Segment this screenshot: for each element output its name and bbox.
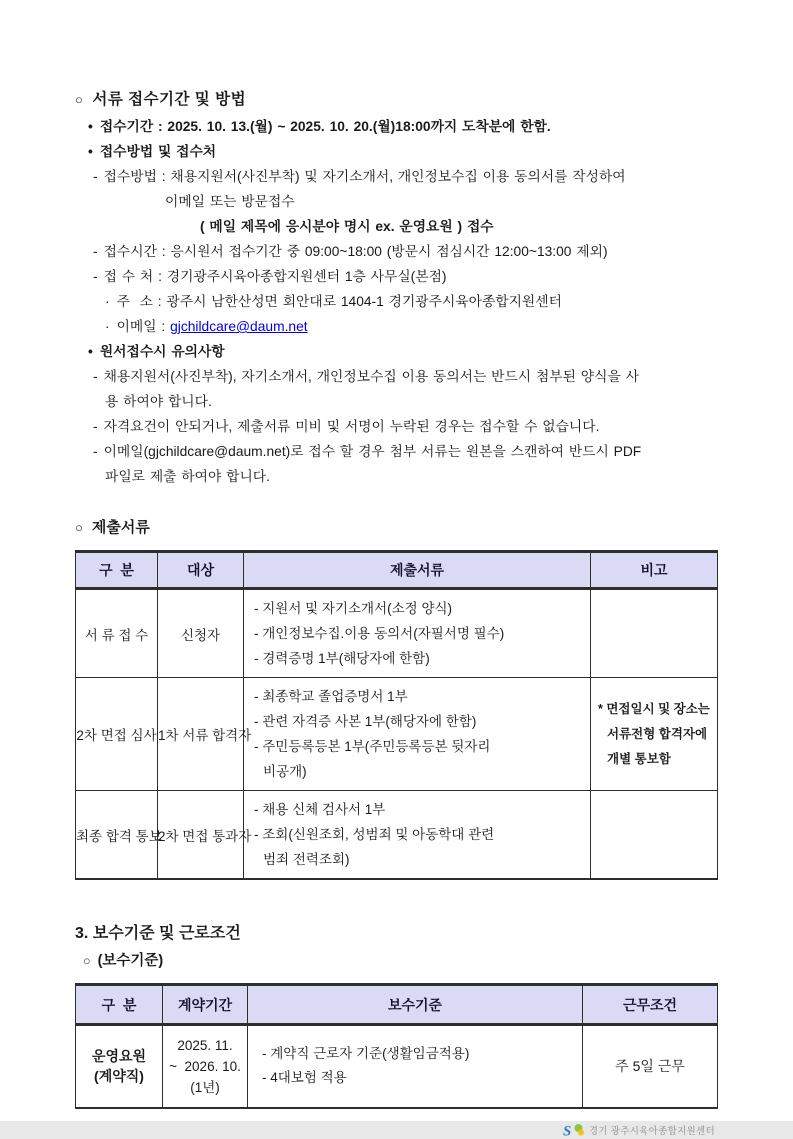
cell-target: 2차 면접 통과자 [158,791,244,880]
notice3-line2 [75,464,717,489]
cell-target: 1차 서류 합격자 [158,678,244,791]
category-line: 운영요원 [91,1048,147,1065]
note-line: 개별 통보함 [607,751,671,766]
notice2-line [75,414,717,439]
period-line: (1년) [190,1079,220,1095]
documents-table [75,550,718,880]
table-row-operation-staff [76,1025,718,1108]
dash-icon: - [93,269,98,284]
note-line: * 면접일시 및 장소는 [598,701,710,716]
dash-icon: - [93,369,98,384]
doc-item: - 조회(신원조회, 성범죄 및 아동학대 관련 [254,827,495,842]
dash-icon: - [93,444,98,459]
document-content [75,86,717,1139]
cell-docs [244,678,591,791]
documents-section-heading [75,515,717,541]
doc-item-continuation: 범죄 전력조회) [263,852,350,867]
header-cell-pay-standard: 보수기준 [248,985,583,1025]
receipt-method-line2 [75,189,717,214]
email-line [75,314,717,339]
pay-sub-heading-text: (보수기준) [97,953,164,969]
doc-item: - 지원서 및 자기소개서(소정 양식) [254,601,453,616]
notice1-line1 [75,364,717,389]
receipt-place-line [75,264,717,289]
documents-heading-text: 제출서류 [91,519,150,536]
receipt-place-text: 접 수 처 : 경기광주시육아종합지원센터 1층 사무실(본점) [103,269,447,284]
doc-item: - 관련 자격증 사본 1부(해당자에 한함) [254,714,477,729]
notice1-line2 [75,389,717,414]
footer-org-name: 경기 광주시육아종합지원센터 [588,1126,715,1137]
header-cell-category: 구 분 [76,985,163,1025]
middot-icon: · [105,319,110,334]
bullet-icon: • [88,344,93,359]
receipt-period-text: 접수기간 : 2025. 10. 13.(월) ~ 2025. 10. 20.(월)18:00까지 도착분에 한함. [99,119,551,134]
receipt-method-heading [75,139,717,164]
dash-icon: - [93,244,98,259]
pay-section-heading [75,920,717,948]
circle-bullet-icon: ○ [75,92,84,107]
cell-category: 최종 합격 통보 [76,791,158,880]
dash-icon: - [93,169,98,184]
bullet-icon: • [88,144,93,159]
note-line: 서류전형 합격자에 [607,726,708,741]
dash-icon: - [93,419,98,434]
doc-item-continuation: 비공개) [263,764,307,779]
doc-item: - 최종학교 졸업증명서 1부 [254,689,408,704]
header-cell-docs: 제출서류 [244,552,591,589]
cell-docs [244,589,591,678]
period-line: 2025. 11. [177,1037,233,1053]
notice2-text: 자격요건이 안되거나, 제출서류 미비 및 서명이 누락된 경우는 접수할 수 없습니다. [103,419,600,434]
header-cell-note: 비고 [591,552,718,589]
table-row-interview [76,678,718,791]
bullet-icon: • [88,119,93,134]
address-line [75,289,717,314]
pay-section-heading-text: 3. 보수기준 및 근로조건 [75,925,241,942]
period-line: ~ 2026. 10. [169,1058,241,1074]
receipt-method-line1 [75,164,717,189]
mail-subject-note-line [75,214,717,239]
cell-category [76,1025,163,1108]
header-cell-contract-period: 계약기간 [163,985,248,1025]
receipt-time-line [75,239,717,264]
receipt-period-line [75,114,717,139]
cell-work-condition: 주 5일 근무 [583,1025,718,1108]
apply-section-heading [75,86,717,114]
table-row-receipt [76,589,718,678]
cell-target: 신청자 [158,589,244,678]
cell-pay-standard [248,1025,583,1108]
cell-note [591,678,718,791]
receipt-method-text1: 접수방법 : 채용지원서(사진부착) 및 자기소개서, 개인정보수집 이용 동의서를 작성하여 [103,169,626,184]
notice-heading-line [75,339,717,364]
cell-category: 서 류 접 수 [76,589,158,678]
pay-table [75,983,718,1109]
email-link[interactable]: gjchildcare@daum.net [170,319,308,334]
footer [75,1122,717,1139]
middot-icon: · [105,294,110,309]
mail-subject-note-text: ( 메일 제목에 응시분야 명시 ex. 운영요원 ) 접수 [200,219,494,234]
cell-note-empty [591,589,718,678]
receipt-method-text2: 이메일 또는 방문접수 [165,194,295,209]
email-label: 이메일 : [116,319,171,334]
circle-bullet-icon: ○ [75,520,83,535]
notice3-text1: 이메일(gjchildcare@daum.net)로 접수 할 경우 첨부 서류는 원본을 스캔하여 반드시 PDF [103,444,642,459]
doc-item: - 주민등록등본 1부(주민등록등본 뒷자리 [254,739,491,754]
notice1-text1: 채용지원서(사진부착), 자기소개서, 개인정보수집 이용 동의서는 반드시 첨부된 양식을 사 [103,369,639,384]
category-line: (계약직) [94,1068,144,1085]
notice3-text2: 파일로 제출 하여야 합니다. [105,469,270,484]
pay-line: - 계약직 근로자 기준(생활임금적용) [262,1046,470,1062]
table-row-final [76,791,718,880]
doc-item: - 채용 신체 검사서 1부 [254,802,386,817]
pay-line: - 4대보험 적용 [262,1070,347,1086]
org-logo-icon [563,1122,586,1139]
pay-table-header-row [76,985,718,1025]
cell-contract-period [163,1025,248,1108]
cell-note-empty [591,791,718,880]
notice1-text2: 용 하여야 합니다. [105,394,212,409]
doc-item: - 경력증명 1부(해당자에 한함) [254,651,430,666]
receipt-method-heading-text: 접수방법 및 접수처 [99,144,217,159]
address-text: 주 소 : 광주시 남한산성면 회안대로 1404-1 경기광주시육아종합지원센터 [116,294,562,309]
apply-heading-text: 서류 접수기간 및 방법 [92,91,247,108]
cell-docs [244,791,591,880]
documents-table-header-row [76,552,718,589]
doc-item: - 개인정보수집.이용 동의서(자필서명 필수) [254,626,505,641]
header-cell-work-condition: 근무조건 [583,985,718,1025]
header-cell-category: 구 분 [76,552,158,589]
circle-bullet-icon: ○ [83,954,91,968]
notice3-line1 [75,439,717,464]
cell-category: 2차 면접 심사 [76,678,158,791]
receipt-time-text: 접수시간 : 응시원서 접수기간 중 09:00~18:00 (방문시 점심시간 12:00~13:00 제외) [103,244,608,259]
header-cell-target: 대상 [158,552,244,589]
notice-heading-text: 원서접수시 유의사항 [99,344,225,359]
svg-text:S: S [562,1123,572,1139]
pay-sub-heading [75,948,717,974]
